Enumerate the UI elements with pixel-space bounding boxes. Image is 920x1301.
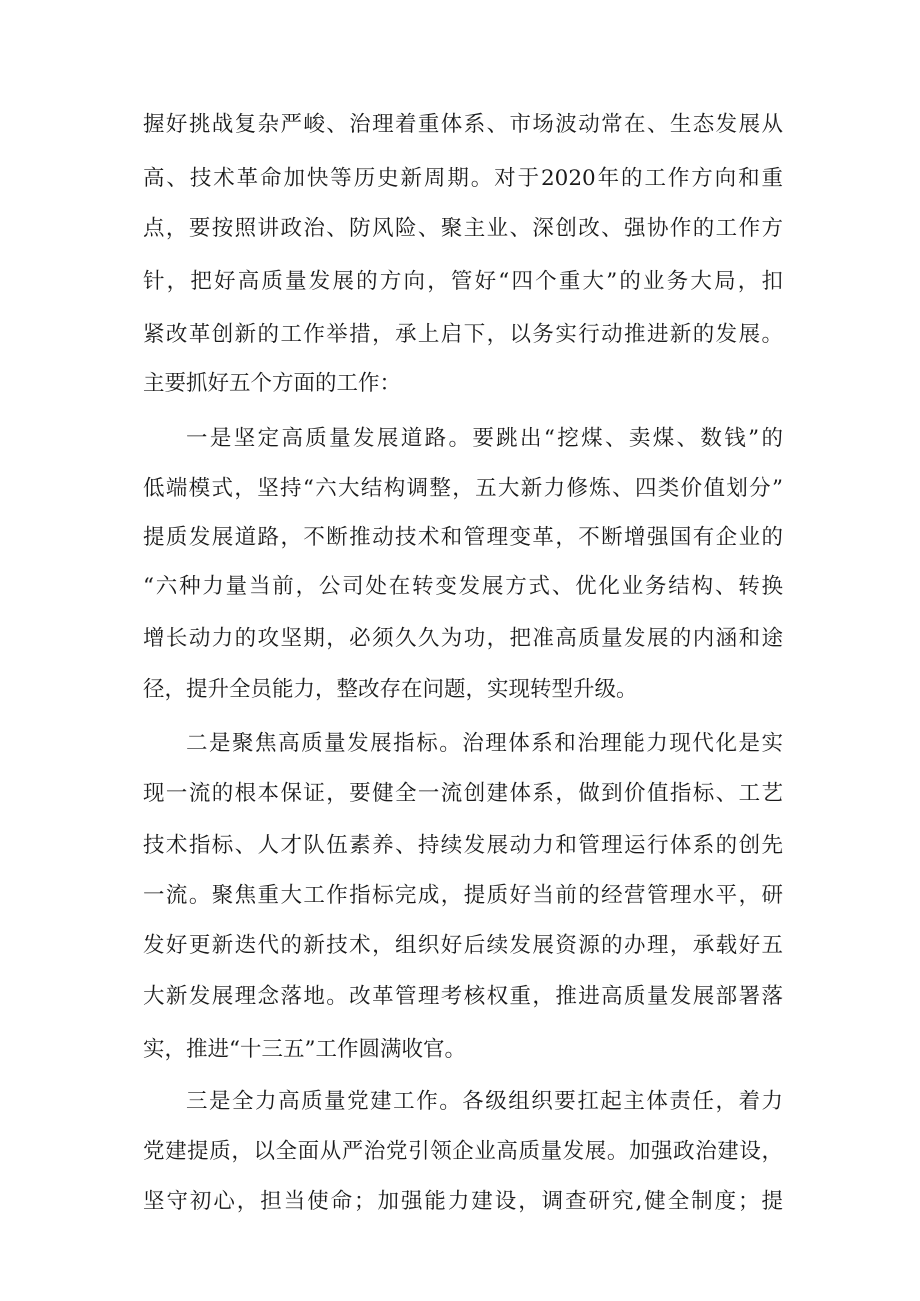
text-line: 坚守初心，担当使命；加强能力建设，调查研究,健全制度；提 (143, 1189, 783, 1214)
text-line: 紧改革创新的工作举措，承上启下，以务实行动推进新的发展。 (143, 322, 783, 347)
text-line: “六种力量当前，公司处在转变发展方式、优化业务结构、转换 (143, 574, 783, 599)
text-line: 点，要按照讲政治、防风险、聚主业、深创改、强协作的工作方 (143, 216, 783, 241)
paragraph-first-line: 一是坚定高质量发展道路。要跳出“挖煤、卖煤、数钱”的 (186, 426, 783, 451)
text-line: 发好更新迭代的新技术，组织好后续发展资源的办理，承载好五 (143, 933, 783, 958)
text-line: 党建提质，以全面从严治党引领企业高质量发展。加强政治建设， (143, 1139, 783, 1164)
text-line: 技术指标、人才队伍素养、持续发展动力和管理运行体系的创先 (143, 833, 783, 858)
text-line: 径，提升全员能力，整改存在问题，实现转型升级。 (143, 677, 638, 702)
text-line: 增长动力的攻坚期，必须久久为功，把准高质量发展的内涵和途 (143, 626, 783, 651)
text-line: 一流。聚焦重大工作指标完成，提质好当前的经营管理水平，研 (143, 883, 783, 908)
text-line: 针，把好高质量发展的方向，管好“四个重大”的业务大局，扣 (143, 269, 783, 294)
paragraph-first-line: 二是聚焦高质量发展指标。治理体系和治理能力现代化是实 (186, 731, 783, 756)
text-line: 大新发展理念落地。改革管理考核权重，推进高质量发展部署落 (143, 984, 783, 1009)
paragraph-first-line: 三是全力高质量党建工作。各级组织要扛起主体责任，着力 (186, 1089, 783, 1114)
text-line: 实，推进“十三五”工作圆满收官。 (143, 1037, 466, 1062)
text-line: 主要抓好五个方面的工作： (143, 371, 402, 396)
text-line: 低端模式，坚持“六大结构调整，五大新力修炼、四类价值划分” (143, 476, 783, 501)
text-line: 高、技术革命加快等历史新周期。对于2020年的工作方向和重 (143, 166, 783, 191)
text-line: 握好挑战复杂严峻、治理着重体系、市场波动常在、生态发展从 (143, 112, 783, 137)
text-line: 现一流的根本保证，要健全一流创建体系，做到价值指标、工艺 (143, 781, 783, 806)
text-line: 提质发展道路，不断推动技术和管理变革，不断增强国有企业的 (143, 525, 783, 550)
